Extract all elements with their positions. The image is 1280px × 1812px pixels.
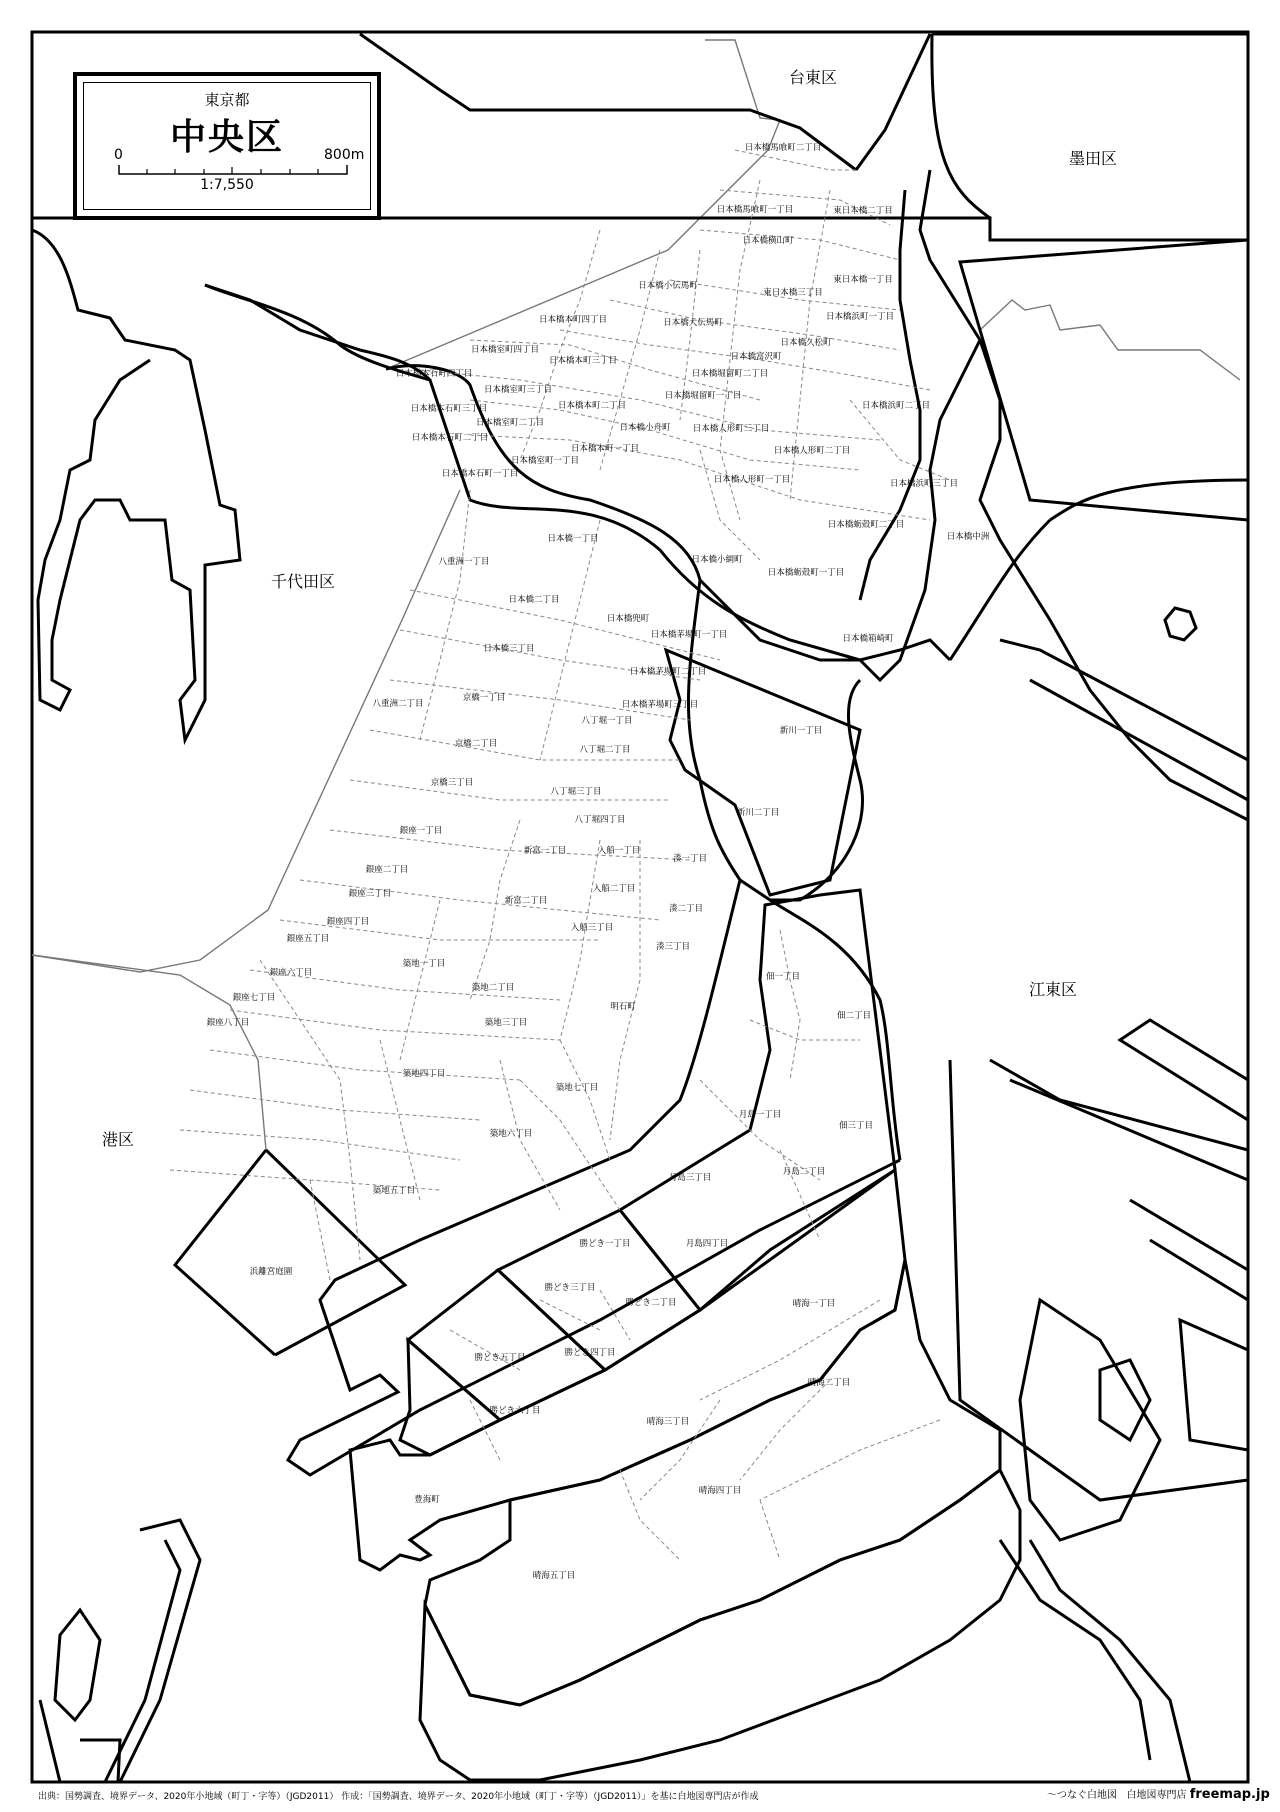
district-label: 日本橋本石町三丁目	[410, 404, 488, 414]
district-label: 銀座六丁目	[269, 968, 313, 978]
label-taito: 台東区	[788, 68, 838, 87]
district-label: 新川一丁目	[779, 726, 823, 736]
district-label: 日本橋浜町一丁目	[825, 312, 895, 322]
district-label: 勝どき三丁目	[544, 1283, 596, 1293]
district-label: 銀座二丁目	[365, 865, 409, 875]
district-label: 八重洲一丁目	[438, 557, 490, 567]
district-label: 日本橋本町一丁目	[570, 444, 640, 454]
district-label: 築地四丁目	[402, 1069, 446, 1079]
district-label: 日本橋浜町二丁目	[861, 401, 931, 411]
ward-name: 中央区	[169, 117, 284, 158]
district-label: 八丁堀二丁目	[579, 745, 631, 755]
district-label: 日本橋室町二丁目	[475, 418, 545, 428]
district-label: 月島四丁目	[685, 1239, 729, 1249]
district-label: 佃二丁目	[836, 1011, 872, 1021]
district-label: 銀座四丁目	[326, 917, 370, 927]
district-label: 日本橋本町三丁目	[548, 356, 618, 366]
district-label: 勝どき六丁目	[489, 1406, 541, 1416]
district-label: 日本橋人形町三丁目	[692, 424, 770, 434]
district-label: 日本橋中洲	[946, 532, 990, 542]
brand-tagline: 〜つなぐ白地図	[1047, 1790, 1117, 1801]
district-label: 日本橋馬喰町一丁目	[716, 205, 794, 215]
district-label: 湊二丁目	[668, 904, 704, 914]
district-label: 入船二丁目	[592, 884, 636, 894]
district-label: 銀座三丁目	[348, 889, 392, 899]
district-label: 日本橋小網町	[691, 555, 743, 565]
district-label: 月島一丁目	[738, 1110, 782, 1120]
district-label: 晴海四丁目	[698, 1486, 742, 1496]
district-label: 日本橋本石町二丁目	[411, 433, 489, 443]
source-credit: 出典：国勢調査、境界データ、2020年小地域（町丁・字等）（JGD2011） 作成：「国勢調査、境界データ、2020年小地域（町丁・字等）（JGD2011）」を基に白地図専門店が作成	[38, 1792, 759, 1802]
label-minato: 港区	[101, 1130, 135, 1149]
district-label: 京橋二丁目	[454, 739, 498, 749]
district-label: 日本橋一丁目	[547, 534, 599, 544]
district-label: 築地三丁目	[484, 1018, 528, 1028]
label-sumida: 墨田区	[1068, 149, 1118, 168]
district-label: 京橋三丁目	[430, 778, 474, 788]
district-label: 明石町	[610, 1002, 636, 1012]
district-label: 入船一丁目	[597, 846, 641, 856]
district-label: 銀座七丁目	[232, 993, 276, 1003]
district-label: 日本橋本石町一丁目	[441, 469, 519, 479]
district-label: 築地一丁目	[402, 959, 446, 969]
district-label: 東日本橋一丁目	[833, 275, 893, 285]
district-label: 佃三丁目	[838, 1121, 874, 1131]
district-label: 日本橋室町四丁目	[470, 345, 540, 355]
district-label: 佃一丁目	[765, 972, 801, 982]
district-label: 日本橋大伝馬町	[663, 318, 723, 328]
district-label: 日本橋三丁目	[483, 644, 535, 654]
title-panel	[73, 72, 381, 220]
district-label: 日本橋久松町	[780, 338, 832, 348]
district-label: 勝どき四丁目	[564, 1348, 616, 1358]
scale-ratio: 1:7,550	[200, 177, 254, 193]
district-label: 日本橋浜町三丁目	[889, 479, 959, 489]
district-label: 八重洲二丁目	[372, 699, 424, 709]
district-label: 日本橋本町二丁目	[557, 401, 627, 411]
district-label: 日本橋堀留町二丁目	[691, 369, 769, 379]
brand-credit	[1047, 1786, 1270, 1802]
district-label: 勝どき五丁目	[474, 1353, 526, 1363]
district-label: 新富二丁目	[504, 896, 548, 906]
district-label: 入船三丁目	[570, 923, 614, 933]
district-label: 勝どき一丁目	[579, 1239, 631, 1249]
district-label: 日本橋馬喰町二丁目	[744, 143, 822, 153]
district-label: 晴海二丁目	[807, 1378, 851, 1388]
district-label: 新富一丁目	[523, 846, 567, 856]
district-label: 東日本橋二丁目	[833, 206, 893, 216]
prefecture-name: 東京都	[204, 91, 250, 109]
district-label: 豊海町	[414, 1495, 440, 1505]
district-label: 八丁堀四丁目	[574, 815, 626, 825]
district-label: 月島二丁目	[782, 1167, 826, 1177]
brand-shop: 白地図専門店	[1126, 1790, 1187, 1801]
district-label: 日本橋富沢町	[730, 352, 782, 362]
district-label: 日本橋小舟町	[619, 423, 671, 433]
district-label: 日本橋堀留町一丁目	[664, 391, 742, 401]
district-label: 湊三丁目	[655, 942, 691, 952]
southwest-lines	[40, 1520, 200, 1782]
islands	[350, 650, 1020, 1780]
district-label: 月島三丁目	[668, 1173, 712, 1183]
district-label: 日本橋本町四丁目	[538, 315, 608, 325]
district-label: 築地七丁目	[555, 1083, 599, 1093]
district-label: 銀座一丁目	[399, 826, 443, 836]
district-label: 日本橋室町三丁目	[483, 385, 553, 395]
district-label: 日本橋兜町	[606, 614, 650, 624]
district-label: 晴海五丁目	[532, 1571, 576, 1581]
district-label: 日本橋室町一丁目	[510, 456, 580, 466]
district-label: 新川二丁目	[736, 808, 780, 818]
district-label: 日本橋小伝馬町	[638, 281, 698, 291]
district-label: 築地五丁目	[372, 1186, 416, 1196]
title-panel-inner	[83, 82, 371, 210]
neighbor-labels	[102, 68, 1117, 1149]
scale-end-label: 800m	[324, 147, 365, 163]
district-label: 日本橋本石町四丁目	[395, 369, 473, 379]
label-chiyoda: 千代田区	[270, 572, 336, 591]
district-label: 日本橋蛎殻町二丁目	[827, 520, 905, 530]
district-label: 八丁堀三丁目	[550, 787, 602, 797]
district-label: 日本橋箱崎町	[842, 634, 894, 644]
district-label: 日本橋茅場町二丁目	[629, 667, 707, 677]
district-label: 晴海一丁目	[792, 1299, 836, 1309]
brand-site: freemap.jp	[1189, 1787, 1270, 1802]
district-label: 晴海三丁目	[646, 1417, 690, 1427]
scale-bar	[118, 165, 348, 175]
district-label: 日本橋茅場町一丁目	[650, 630, 728, 640]
district-label: 日本橋横山町	[742, 236, 794, 246]
district-label: 湊一丁目	[672, 854, 708, 864]
district-label: 銀座八丁目	[206, 1018, 250, 1028]
ward-boundary	[175, 340, 980, 1475]
district-label: 築地二丁目	[471, 983, 515, 993]
district-label: 八丁堀一丁目	[581, 716, 633, 726]
district-label: 日本橋蛎殻町一丁目	[767, 568, 845, 578]
district-label: 日本橋人形町二丁目	[773, 446, 851, 456]
district-label: 築地六丁目	[489, 1129, 533, 1139]
label-koto: 江東区	[1028, 980, 1078, 999]
scale-start-label: 0	[114, 147, 123, 163]
district-label: 日本橋人形町一丁目	[713, 475, 791, 485]
district-label: 日本橋二丁目	[508, 595, 560, 605]
district-label: 銀座五丁目	[286, 934, 330, 944]
district-label: 東日本橋三丁目	[763, 288, 823, 298]
district-label: 京橋一丁目	[462, 693, 506, 703]
district-label: 浜離宮庭園	[249, 1267, 293, 1277]
district-label: 日本橋茅場町三丁目	[621, 700, 699, 710]
district-label: 勝どき二丁目	[625, 1298, 677, 1308]
